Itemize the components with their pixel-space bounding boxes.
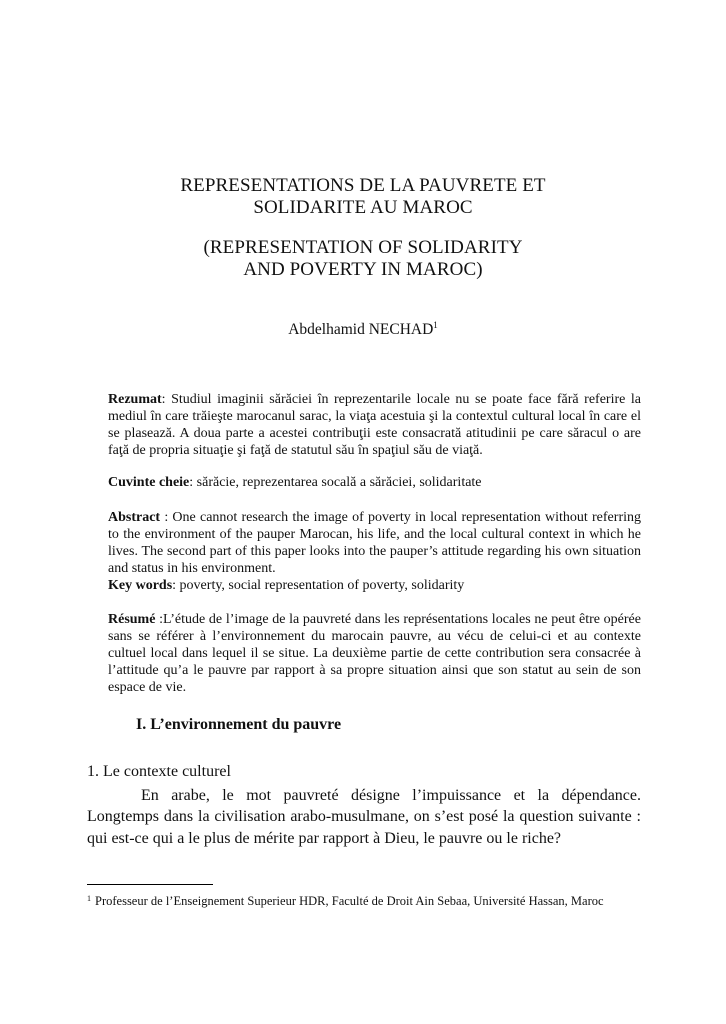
subsection-heading: 1. Le contexte culturel — [87, 763, 231, 780]
abstract-paragraph — [108, 509, 641, 577]
abstract-text: : One cannot research the image of poverty in local representation without referring to the environment of the pauper Marocan, his life, and the local cultural context in which he lives. The second part of this paper looks into the pauper’s attitude regarding his own situation and status in his environment. — [108, 510, 641, 576]
rezumat-text: : Studiul imaginii sărăciei în reprezentarile locale nu se poate face fără referire la mediul în care trăieşte marocanul sarac, la viaţa acestuia şi la contextul cultural local în care el se plasează. A doua parte a acestei contribuţii este consacrată atitudinii pe care săracul o are faţă de propria situaţie şi faţă de statutul său în spaţiul său de viaţă. — [108, 392, 641, 458]
footnote — [87, 891, 641, 909]
key-words-paragraph — [108, 577, 641, 594]
author-footnote-mark: 1 — [433, 320, 438, 330]
cuvinte-cheie-label: Cuvinte cheie — [108, 475, 190, 490]
rezumat-paragraph — [108, 391, 641, 459]
cuvinte-cheie-paragraph — [108, 474, 641, 491]
key-words-text: : poverty, social representation of poverty, solidarity — [172, 578, 465, 593]
rezumat-label: Rezumat — [108, 392, 162, 407]
title-line-1: REPRESENTATIONS DE LA PAUVRETE ET — [180, 175, 546, 196]
title-line-2: SOLIDARITE AU MAROC — [253, 197, 473, 218]
footnote-divider — [87, 884, 213, 885]
cuvinte-cheie-text: : sărăcie, reprezentarea socală a sărăciei, solidaritate — [189, 475, 482, 490]
subtitle-line-2: AND POVERTY IN MAROC) — [243, 259, 483, 280]
author-name: Abdelhamid NECHAD — [288, 321, 434, 338]
resume-text: :L’étude de l’image de la pauvreté dans les représentations locales ne peut être opérée sans se référer à l’environnement du marocain pauvre, au vécu de celui-ci et au contexte cultuel local dans lequel il se situe. La deuxième partie de cette contribution sera consacrée à l’attitude qu’a le pauvre par rapport à sa propre situation ainsi que son statut au sein de son espace de vie. — [108, 612, 641, 695]
footnote-text: Professeur de l’Enseignement Superieur HDR, Faculté de Droit Ain Sebaa, Université Hassan, Maroc — [95, 894, 604, 908]
section-heading: I. L’environnement du pauvre — [136, 716, 342, 733]
abstract-label: Abstract — [108, 510, 161, 525]
body-paragraph: En arabe, le mot pauvreté désigne l’impuissance et la dépendance. Longtemps dans la civilisation arabo-musulmane, on s’est posé la question suivante : qui est-ce qui a le plus de mérite par rapport à Dieu, le pauvre ou le riche? — [87, 787, 641, 847]
resume-paragraph — [108, 611, 641, 696]
footnote-mark: 1 — [87, 894, 91, 903]
author-line — [0, 320, 726, 339]
key-words-label: Key words — [108, 578, 173, 593]
resume-label: Résumé — [108, 612, 156, 627]
subtitle-line-1: (REPRESENTATION OF SOLIDARITY — [203, 237, 523, 258]
